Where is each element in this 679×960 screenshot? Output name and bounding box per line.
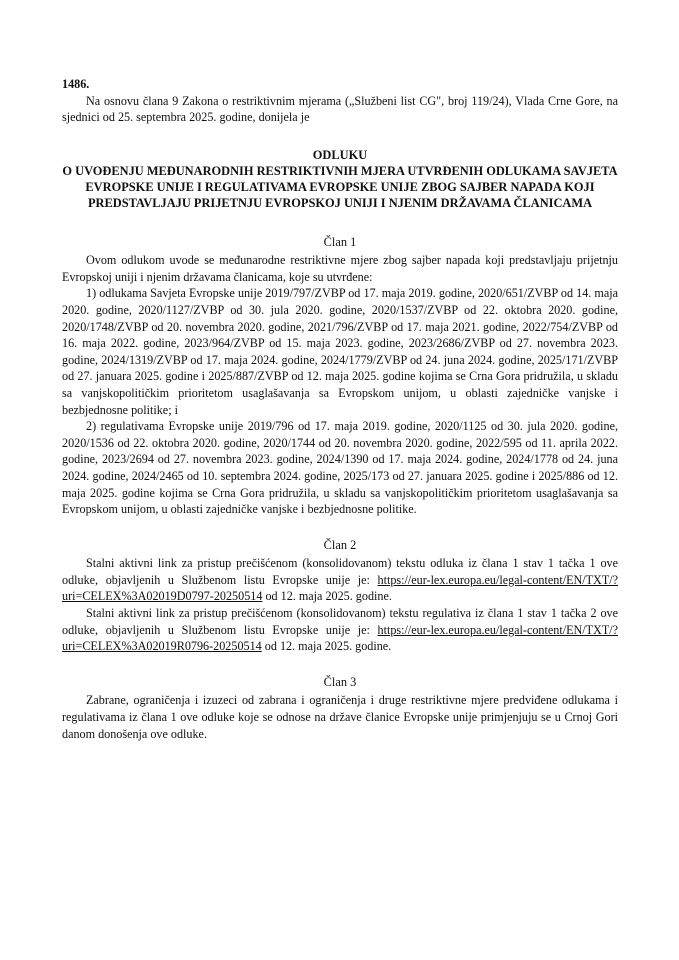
article-2-p2-date: od 12. maja 2025. godine.	[261, 639, 392, 654]
eur-lex-decision-link[interactable]: https://eur-lex.europa.eu/legal-content/EN/TXT/?uri=CELEX%3A02019D0797-20250514	[62, 572, 618, 604]
article-1-heading: Član 1	[323, 234, 357, 249]
article-1-item-2: 2) regulativama Evropske unije 2019/796 od 17. maja 2019. godine, 2020/1125 od 30. jula 2020. godine, 2020/1536 od 22. oktobra 2020. godine, 2020/1744 od 20. novembra 2020. godine, 2022/595 od 11. aprila 2022. godine, 2023/2694 od 27. novembra 2023. godine, 2024/1390 od 17. maja 2024. godine, 2024/1778 od 24. juna 2024. godine, 2024/2465 od 10. septembra 2024. godine, 2025/173 od 27. januara 2025. godine i 2025/886 od 12. maja 2025. godine kojima se Crna Gora pridružila, u skladu sa vanjskopolitičkim prioritetom usaglašavanja sa Evropskom unijom, u oblasti zajedničke vanjske i bezbjednosne politike.	[62, 419, 618, 517]
article-2-paragraph-2	[62, 605, 618, 655]
article-2-paragraph-1	[62, 555, 618, 605]
decision-title	[62, 147, 618, 212]
document-page	[62, 76, 618, 742]
article-1-paragraph-1: Ovom odlukom uvode se međunarodne restriktivne mjere zbog sajber napada koji predstavljaju prijetnju Evropskoj uniji i njenim državama članicama, koje su utvrđene:	[62, 253, 618, 284]
decision-subtitle: O UVOĐENJU MEĐUNARODNIH RESTRIKTIVNIH MJERA UTVRĐENIH ODLUKAMA SAVJETA EVROPSKE UNIJE I REGULATIVAMA EVROPSKE UNIJE ZBOG SAJBER NAPADA KOJI PREDSTAVLJAJU PRIJETNJU EVROPSKOJ UNIJI I NJENIM DRŽAVAMA ČLANICAMA	[62, 163, 618, 211]
article-2-p2-text: Stalni aktivni link za pristup prečišćenom (konsolidovanom) tekstu regulativa iz člana 1 stav 1 tačka 2 ove odluke, objavljenih u Službenom listu Evropske unije je:	[62, 606, 618, 637]
article-2-p1-date: od 12. maja 2025. godine.	[262, 589, 392, 604]
preamble: Na osnovu člana 9 Zakona o restriktivnim mjerama („Službeni list CG", broj 119/24), Vlada Crne Gore, na sjednici od 25. septembra 2025. godine, donijela je	[62, 93, 618, 125]
article-2-p1-text: Stalni aktivni link za pristup prečišćenom (konsolidovanom) tekstu odluka iz člana 1 stav 1 tačka 1 ove odluke, objavljenih u Službenom listu Evropske unije je:	[62, 556, 618, 587]
eur-lex-regulation-link[interactable]: https://eur-lex.europa.eu/legal-content/EN/TXT/?uri=CELEX%3A02019R0796-20250514	[62, 622, 618, 654]
article-3-heading: Član 3	[323, 674, 357, 689]
article-1-item-1: 1) odlukama Savjeta Evropske unije 2019/797/ZVBP od 17. maja 2019. godine, 2020/651/ZVBP od 14. maja 2020. godine, 2020/1127/ZVBP od 30. jula 2020. godine, 2020/1537/ZVBP od 22. oktobra 2020. godine, 2020/1748/ZVBP od 20. novembra 2020. godine, 2021/796/ZVBP od 17. maja 2021. godine, 2022/754/ZVBP od 16. maja 2022. godine, 2023/964/ZVBP od 15. maja 2023. godine, 2023/2686/ZVBP od 27. novembra 2023. godine, 2024/1319/ZVBP od 17. maja 2024. godine, 2024/1779/ZVBP od 24. juna 2024. godine, 2025/171/ZVBP od 27. januara 2025. godine i 2025/887/ZVBP od 12. maja 2025. godine kojima se Crna Gora pridružila, u skladu sa vanjskopolitičkim prioritetom usaglašavanja sa Evropskom unijom, u oblasti zajedničke vanjske i bezbjednosne politike; i	[62, 286, 618, 417]
article-3-paragraph-1: Zabrane, ograničenja i izuzeci od zabrana i ograničenja i druge restriktivne mjere predviđene odlukama i regulativama iz člana 1 ove odluke koje se odnose na države članice Evropske unije primjenjuju se u Crnoj Gori danom donošenja ove odluke.	[62, 693, 618, 741]
decision-heading: ODLUKU	[312, 147, 368, 162]
article-2-heading: Član 2	[323, 537, 357, 552]
document-number: 1486.	[62, 77, 90, 91]
